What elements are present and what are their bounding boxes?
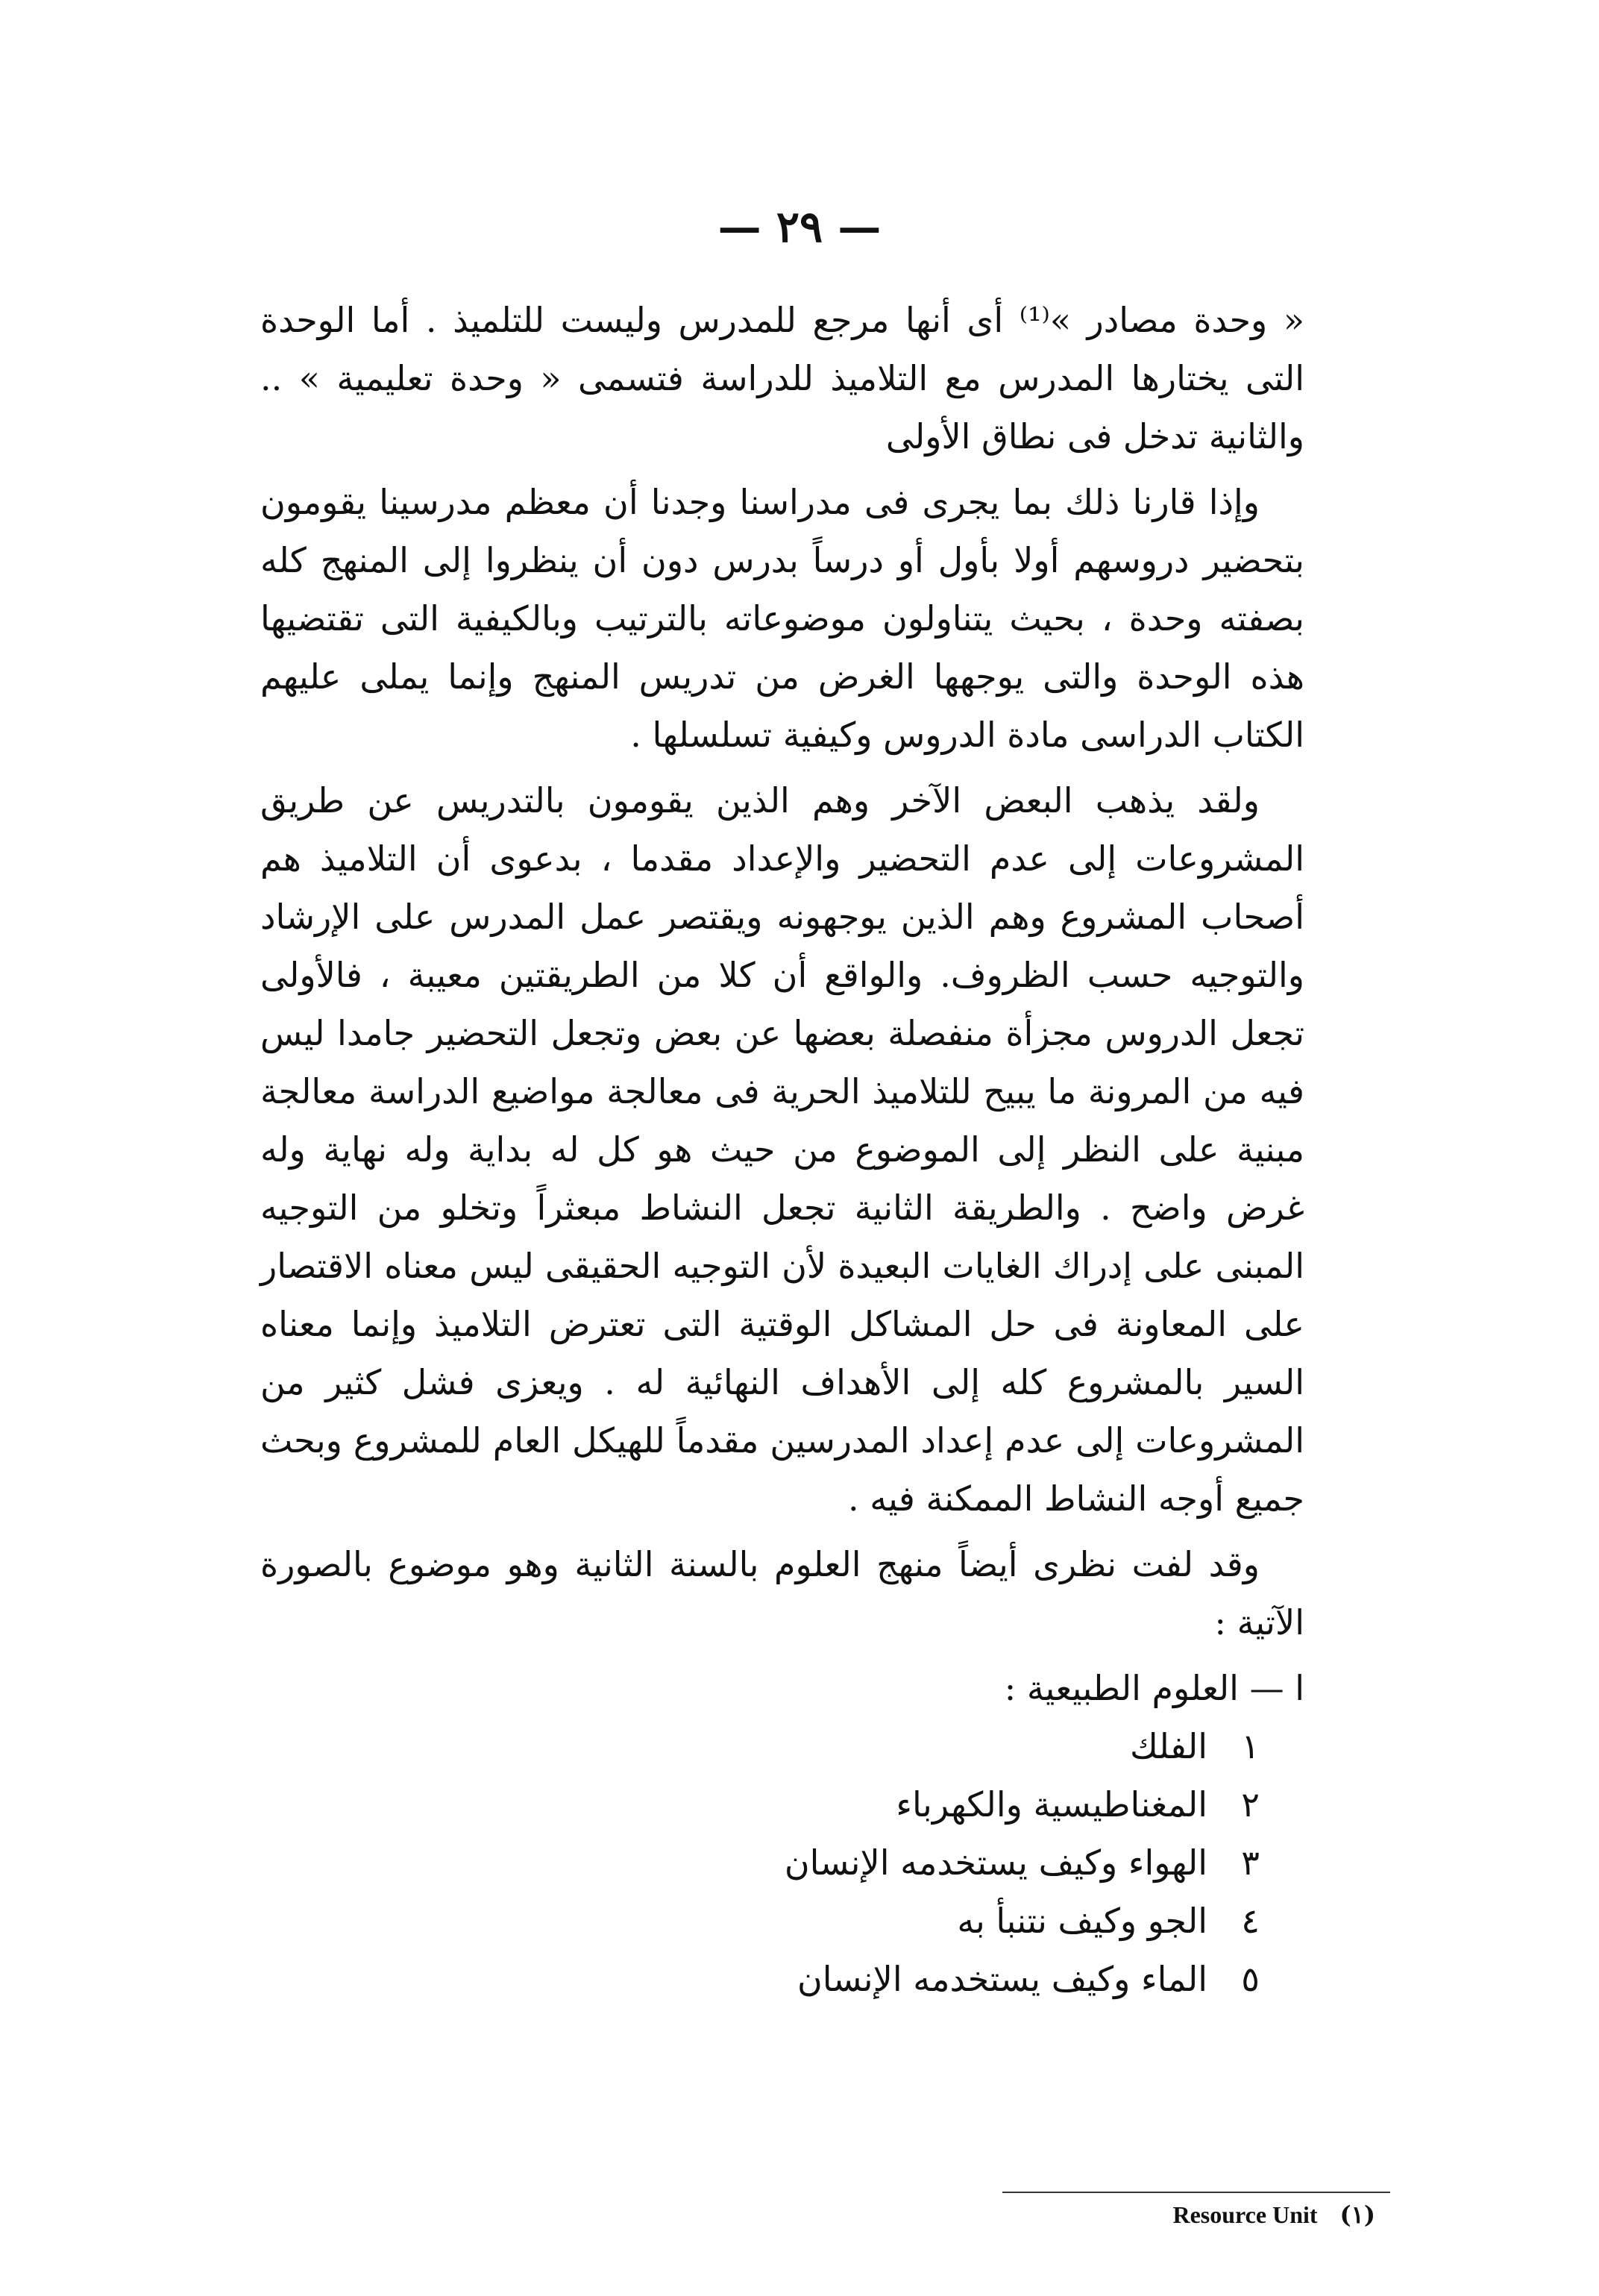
body-text	[260, 291, 1304, 2008]
list-item-number: ٣	[1241, 1842, 1260, 1883]
list-item	[260, 1717, 1260, 1775]
footnote-marker: (١)	[1339, 2201, 1375, 2229]
list-item-number: ١	[1241, 1726, 1260, 1766]
paragraph-1: « وحدة مصادر »⁽¹⁾ أى أنها مرجع للمدرس وليست للتلميذ . أما الوحدة التى يختارها المدرس مع التلاميذ للدراسة فتسمى « وحدة تعليمية » .. والثانية تدخل فى نطاق الأولى	[260, 300, 1305, 457]
list-item-number: ٢	[1241, 1784, 1260, 1825]
footnote	[1172, 2201, 1375, 2229]
list-item	[260, 1950, 1260, 2008]
list-item-label: الهواء وكيف يستخدمه الإنسان	[784, 1842, 1207, 1883]
list-item-label: المغناطيسية والكهرباء	[896, 1784, 1207, 1825]
page-number: — ٢٩ —	[717, 201, 882, 252]
list-item	[260, 1834, 1260, 1892]
section-heading: ا — العلوم الطبيعية :	[1004, 1668, 1304, 1708]
list-item-label: الماء وكيف يستخدمه الإنسان	[797, 1959, 1207, 1999]
list-item-number: ٥	[1241, 1959, 1260, 1999]
footnote-divider	[1002, 2192, 1390, 2193]
topic-list	[260, 1717, 1304, 2008]
list-item-number: ٤	[1241, 1901, 1260, 1941]
list-item-label: الفلك	[1129, 1726, 1207, 1766]
paragraph-4: وقد لفت نظرى أيضاً منهج العلوم بالسنة الثانية وهو موضوع بالصورة الآتية :	[260, 1544, 1304, 1643]
list-item	[260, 1892, 1260, 1950]
paragraph-3: ولقد يذهب البعض الآخر وهم الذين يقومون بالتدريس عن طريق المشروعات إلى عدم التحضير والإعداد مقدما ، بدعوى أن التلاميذ هم أصحاب المشروع وهم الذين يوجهونه ويقتصر عمل المدرس على الإرشاد والتوجيه حسب الظروف. والواقع أن كلا من الطريقتين معيبة ، فالأولى تجعل الدروس مجزأة منفصلة بعضها عن بعض وتجعل التحضير جامدا ليس فيه من المرونة ما يبيح للتلاميذ الحرية فى معالجة مواضيع الدراسة معالجة مبنية على النظر إلى الموضوع من حيث هو كل له بداية وله نهاية وله غرض واضح . والطريقة الثانية تجعل النشاط مبعثراً وتخلو من التوجيه المبنى على إدراك الغايات البعيدة لأن التوجيه الحقيقى ليس معناه الاقتصار على المعاونة فى حل المشاكل الوقتية التى تعترض التلاميذ وإنما معناه السير بالمشروع كله إلى الأهداف النهائية له . ويعزى فشل كثير من المشروعات إلى عدم إعداد المدرسين مقدماً للهيكل العام للمشروع وبحث جميع أوجه النشاط الممكنة فيه .	[260, 780, 1304, 1519]
list-item-label: الجو وكيف نتنبأ به	[957, 1901, 1207, 1941]
paragraph-2: وإذا قارنا ذلك بما يجرى فى مدراسنا وجدنا أن معظم مدرسينا يقومون بتحضير دروسهم أولا بأول أو درساً بدرس دون أن ينظروا إلى المنهج كله بصفته وحدة ، بحيث يتناولون موضوعاته بالترتيب وبالكيفية التى تقتضيها هذه الوحدة والتى يوجهها الغرض من تدريس المنهج وإنما يملى عليهم الكتاب الدراسى مادة الدروس وكيفية تسلسلها .	[260, 482, 1304, 755]
footnote-text: Resource Unit	[1172, 2201, 1318, 2228]
list-item	[260, 1775, 1260, 1834]
